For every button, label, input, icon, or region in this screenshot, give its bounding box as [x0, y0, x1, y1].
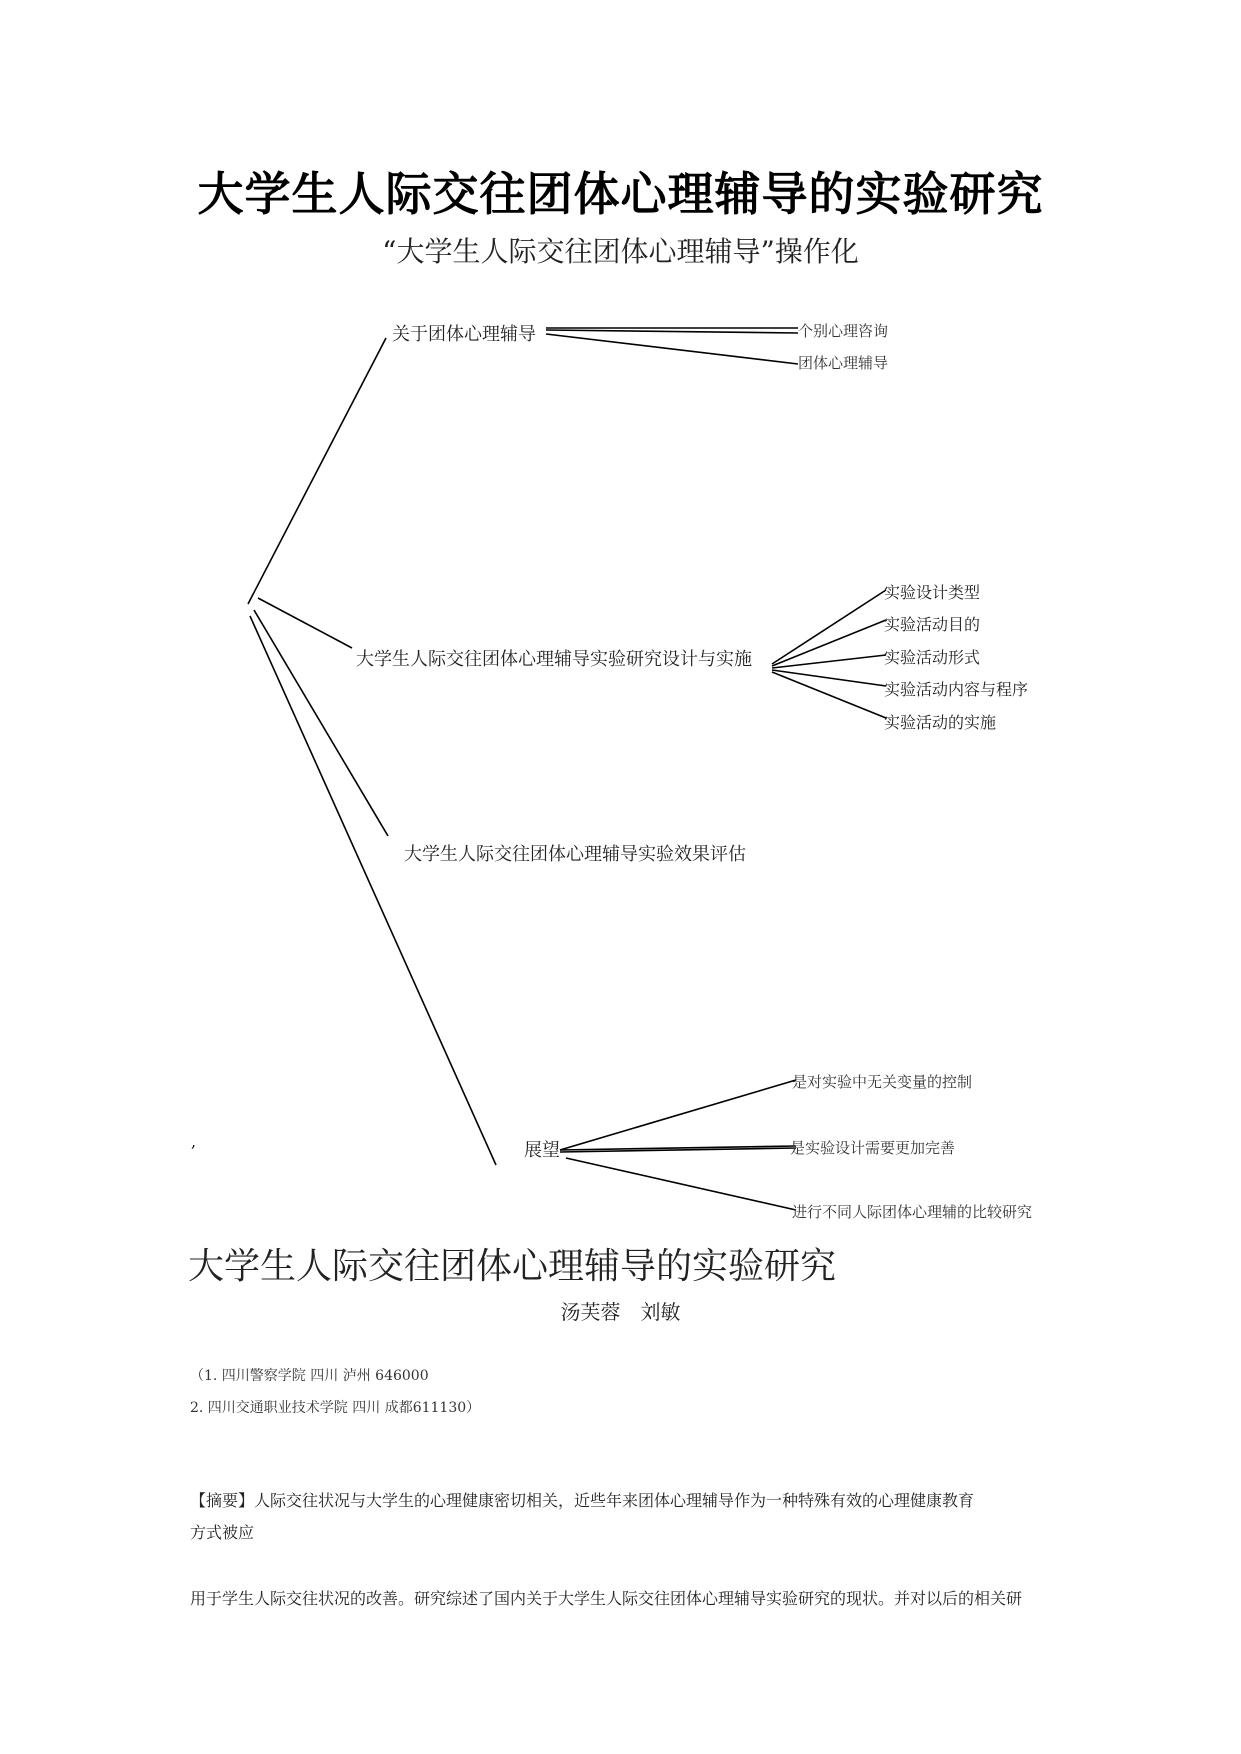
stray-mark: ,	[191, 1132, 197, 1151]
abstract-line-2: 方式被应	[190, 1523, 255, 1542]
leaf-activity-form: 实验活动形式	[884, 648, 981, 667]
connector-b2-c5	[772, 672, 886, 718]
abstract-text-1: 人际交往状况与大学生的心理健康密切相关，近些年来团体心理辅导作为一种特殊有效的心理健康教育	[254, 1491, 975, 1510]
affiliation-1: （1. 四川警察学院 四川 泸州 646000	[190, 1368, 429, 1384]
affiliation-2: 2. 四川交通职业技术学院 四川 成都611130）	[190, 1400, 481, 1416]
connector-root-branch-3	[254, 610, 388, 836]
connector-b4-c3	[566, 1158, 796, 1210]
abstract-label: 【摘要】	[190, 1491, 255, 1510]
connector-b1-c1b	[546, 330, 798, 333]
page-subtitle: “大学生人际交往团体心理辅导”操作化	[382, 235, 859, 268]
connector-b2-c4	[772, 670, 886, 686]
connector-b4-c1	[560, 1080, 796, 1150]
leaf-comparative-study: 进行不同人际团体心理辅的比较研究	[792, 1203, 1033, 1221]
page-title: 大学生人际交往团体心理辅导的实验研究	[197, 167, 1044, 221]
leaf-design-improvement: 是实验设计需要更加完善	[790, 1139, 956, 1157]
connector-root-branch-4	[250, 616, 496, 1165]
connector-b1-c2	[546, 334, 798, 364]
abstract-line-3: 用于学生人际交往状况的改善。研究综述了国内关于大学生人际交往团体心理辅导实验研究的现状。并对以后的相关研	[190, 1589, 1023, 1608]
leaf-activity-content: 实验活动内容与程序	[884, 680, 1029, 699]
branch-experiment-design: 大学生人际交往团体心理辅导实验研究设计与实施	[356, 649, 752, 670]
abstract-line-1	[190, 1488, 974, 1511]
branch-group-counseling: 关于团体心理辅导	[392, 324, 536, 345]
paper-authors: 汤芙蓉 刘敏	[560, 1300, 681, 1324]
leaf-activity-goal: 实验活动目的	[884, 615, 981, 634]
leaf-design-type: 实验设计类型	[884, 583, 981, 602]
connector-root-branch-1	[248, 338, 386, 604]
connector-b2-c3	[772, 655, 886, 668]
branch-outlook: 展望	[524, 1140, 560, 1161]
leaf-activity-implementation: 实验活动的实施	[884, 713, 997, 732]
branch-effect-evaluation: 大学生人际交往团体心理辅导实验效果评估	[404, 844, 746, 865]
paper-title: 大学生人际交往团体心理辅导的实验研究	[188, 1246, 837, 1287]
leaf-variable-control: 是对实验中无关变量的控制	[792, 1073, 973, 1091]
leaf-group-counseling: 团体心理辅导	[798, 354, 889, 372]
leaf-individual-counseling: 个别心理咨询	[798, 322, 889, 340]
